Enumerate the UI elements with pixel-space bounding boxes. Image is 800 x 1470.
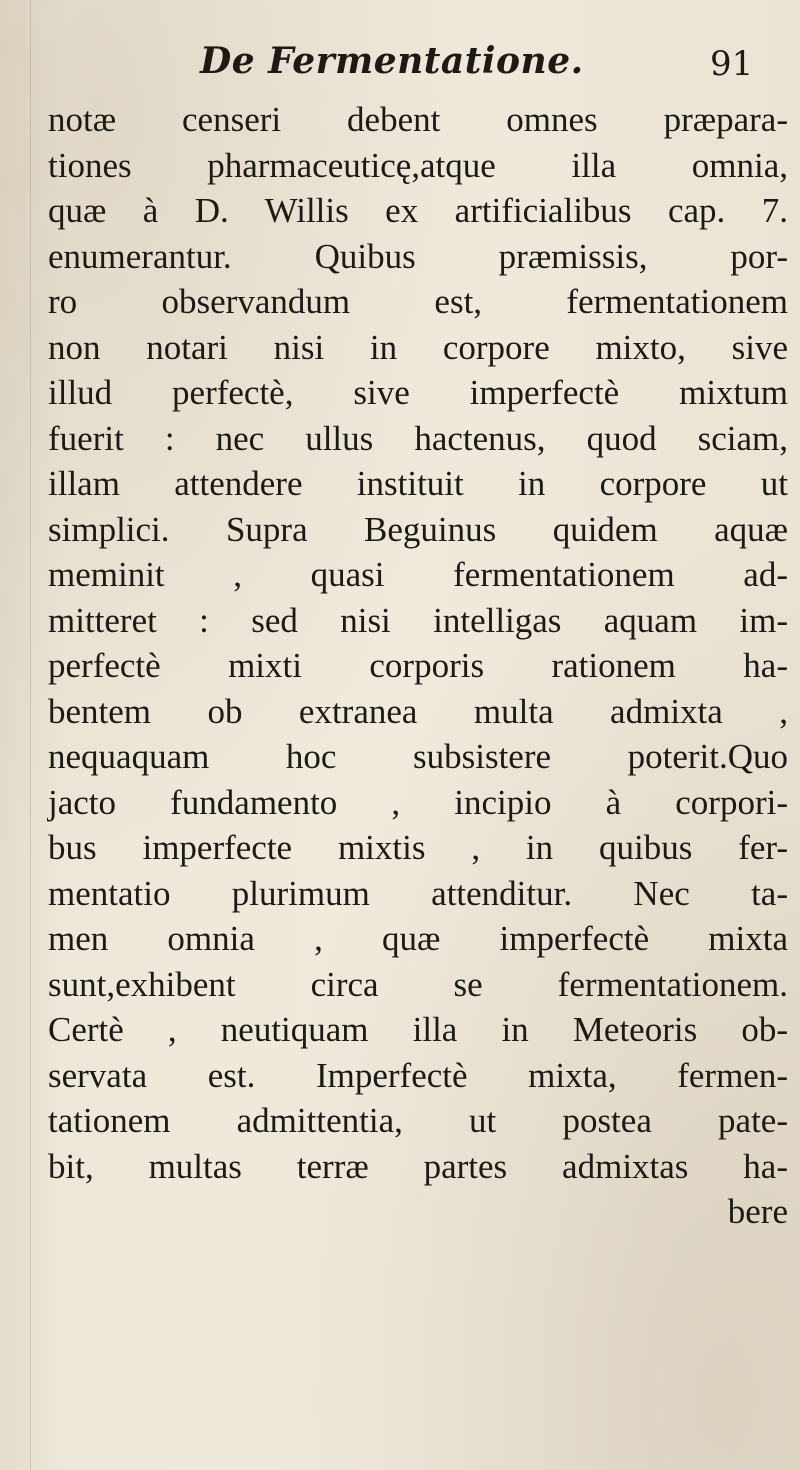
- text-line: mentatio plurimum attenditur. Nec ta-: [48, 873, 788, 913]
- text-line: illud perfectè, sive imperfectè mixtum: [48, 373, 788, 412]
- text-line: men omnia , quæ imperfectè mixta: [48, 919, 788, 958]
- text-line: non notari nisi in corpore mixto, sive: [48, 327, 788, 367]
- text-line: Certè , neutiquam illa in Meteoris ob-: [48, 1010, 788, 1049]
- text-line: tationem admittentia, ut postea pate-: [48, 1101, 788, 1140]
- text-line: bus imperfecte mixtis , in quibus fer-: [48, 828, 788, 867]
- page-number: 91: [710, 44, 754, 84]
- running-title: De Fermentatione.: [200, 40, 584, 82]
- text-line: meminit , quasi fermentationem ad-: [48, 555, 788, 594]
- gutter-shadow: [30, 0, 31, 1470]
- text-line: fuerit : nec ullus hactenus, quod sciam,: [48, 418, 788, 458]
- text-line: enumerantur. Quibus præmissis, por-: [48, 236, 788, 276]
- text-line: bit, multas terræ partes admixtas ha-: [48, 1146, 788, 1186]
- text-line: simplici. Supra Beguinus quidem aquæ: [48, 509, 788, 549]
- text-line: nequaquam hoc subsistere poterit.Quo: [48, 737, 788, 776]
- catchword: bere: [727, 1192, 788, 1231]
- text-line: bentem ob extranea multa admixta ,: [48, 691, 788, 731]
- page-header: [0, 40, 800, 96]
- text-line: mitteret : sed nisi intelligas aquam im-: [48, 600, 788, 640]
- text-line: sunt,exhibent circa se fermentationem.: [48, 964, 788, 1004]
- text-line: perfectè mixti corporis rationem ha-: [48, 646, 788, 685]
- text-line: ro observandum est, fermentationem: [48, 282, 788, 321]
- text-line: quæ à D. Willis ex artificialibus cap. 7.: [48, 191, 788, 230]
- text-line: notæ censeri debent omnes præpara-: [48, 100, 788, 139]
- text-line: servata est. Imperfectè mixta, fermen-: [48, 1055, 788, 1095]
- body-text: [48, 97, 788, 1235]
- text-line: illam attendere instituit in corpore ut: [48, 464, 788, 503]
- text-line: tiones pharmaceuticę,atque illa omnia,: [48, 145, 788, 185]
- text-line: jacto fundamento , incipio à corpori-: [48, 782, 788, 822]
